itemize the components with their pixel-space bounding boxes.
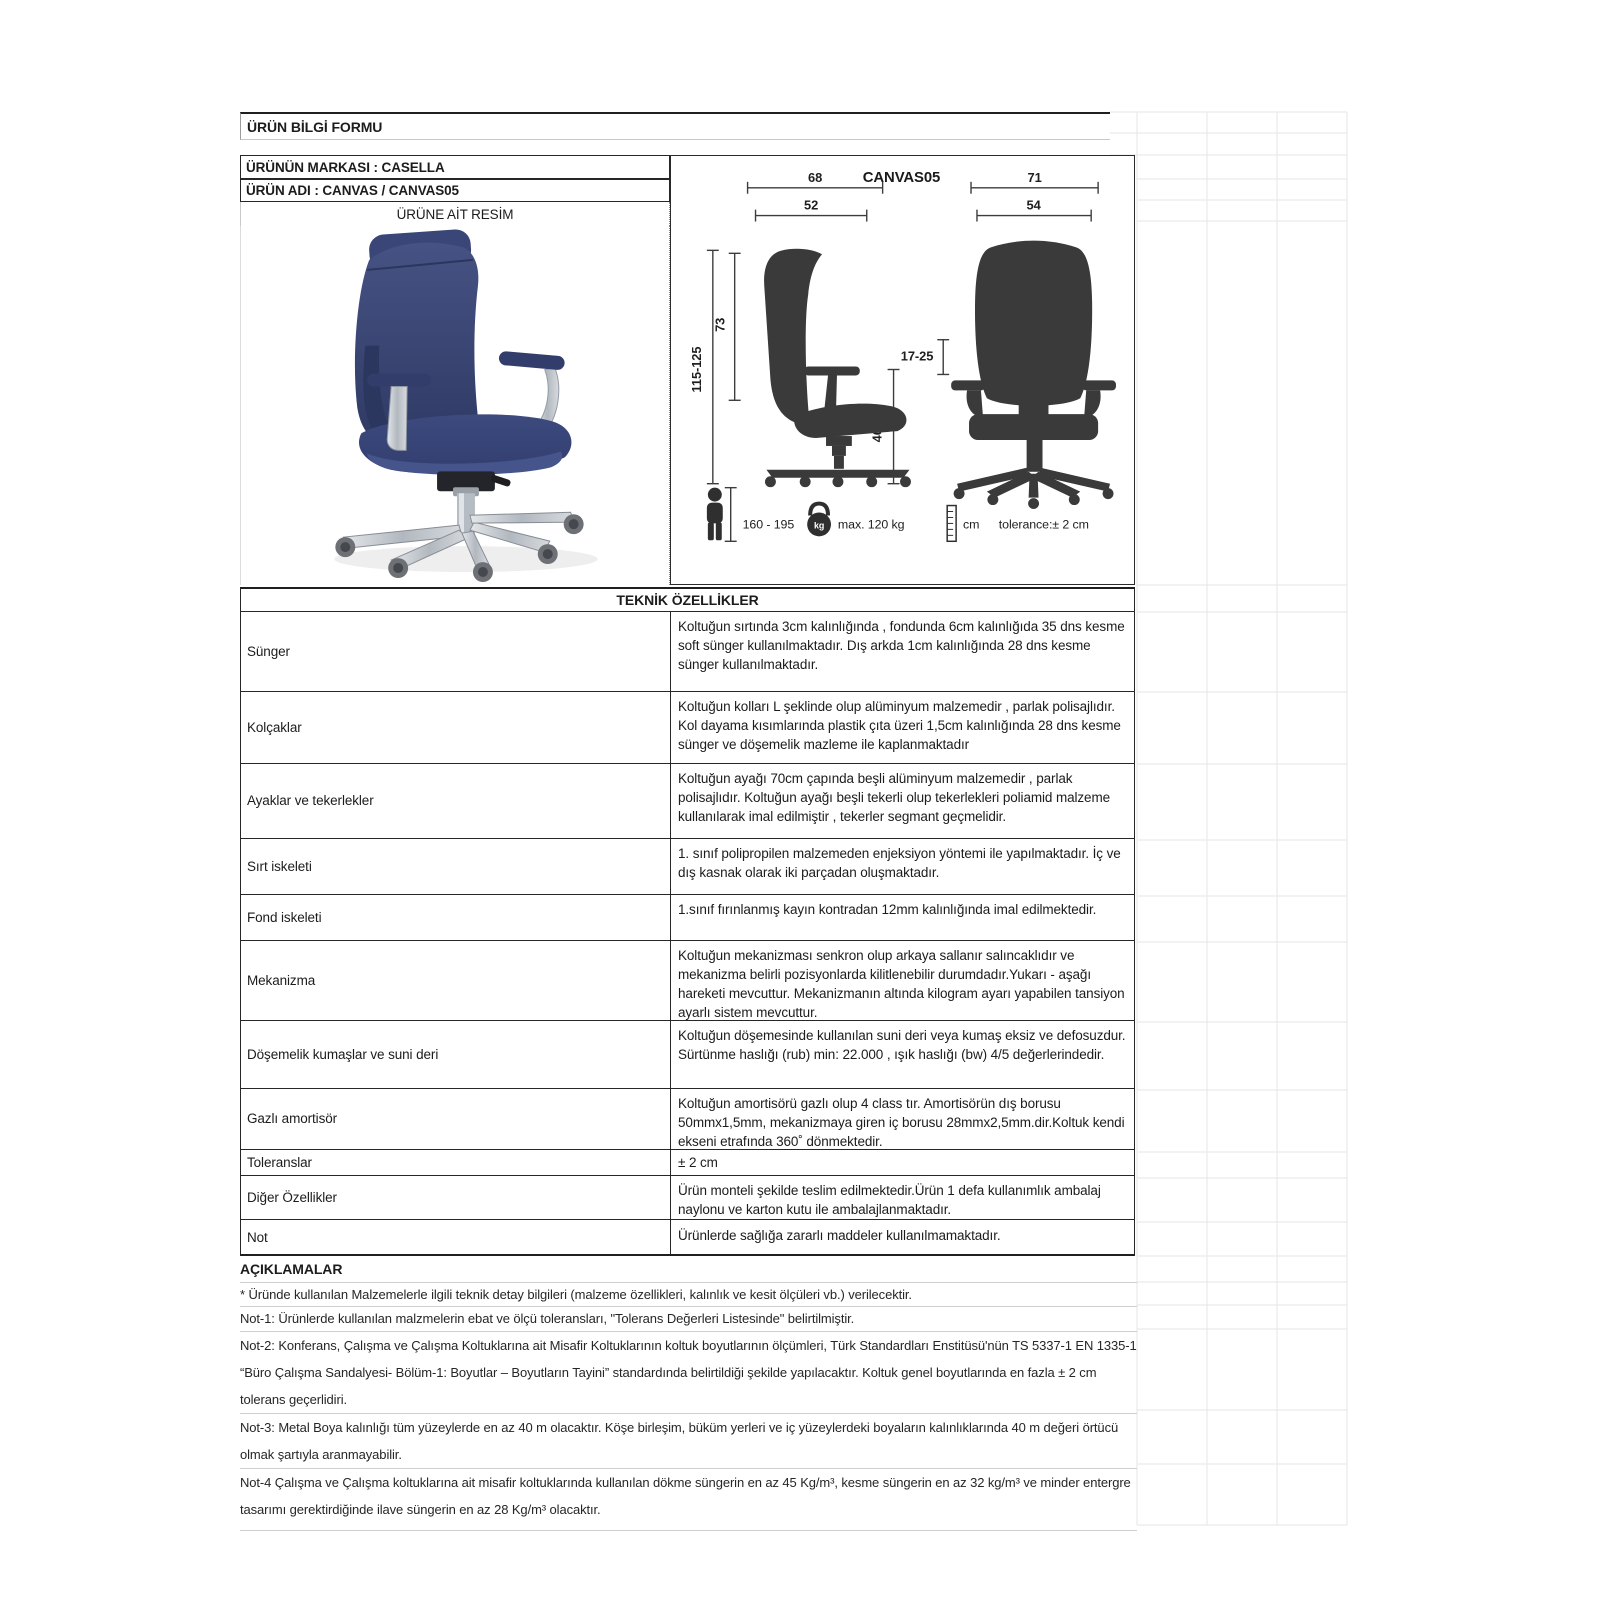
unit-label: cm bbox=[963, 517, 980, 532]
kg-badge-text: kg bbox=[813, 520, 825, 531]
left-armrest-post bbox=[387, 387, 407, 451]
table-row bbox=[241, 612, 1134, 692]
table-row bbox=[241, 1021, 1134, 1089]
specs-section-header bbox=[240, 587, 1135, 612]
dim-total-height: 115-125 bbox=[688, 346, 704, 393]
table-row bbox=[241, 895, 1134, 941]
dim-back-width-outer: 68 bbox=[808, 169, 823, 185]
spec-value: Koltuğun amortisörü gazlı olup 4 class tır. Amortisörün dış borusu 50mmx1,5mm, mekanizmaya giren iç borusu 28mmx2,5mm.dir.Koltuk kendi ekseni etrafında 360˚ dönmektedir. bbox=[678, 1095, 1125, 1149]
table-row bbox=[241, 1089, 1134, 1151]
dim-back-height: 73 bbox=[712, 317, 728, 332]
note-item: Not-4 Çalışma ve Çalışma koltuklarına ait misafir koltuklarında kullanılan dökme süngerin en az 45 Kg/m³, kesme süngerin en az 32 kg/m³ ve minder entergre tasarımı gerektirdiğinde ilave süngerin en az 28 Kg/m³ olacaktır. bbox=[240, 1469, 1137, 1531]
notes-section bbox=[240, 1256, 1137, 1531]
dim-front-width-outer: 71 bbox=[1027, 169, 1042, 185]
spec-label: Toleranslar bbox=[241, 1150, 671, 1175]
dimension-diagram bbox=[671, 156, 1133, 583]
brand-row bbox=[240, 155, 670, 179]
spec-value: Koltuğun sırtında 3cm kalınlığında , fondunda 6cm kalınlığıda 35 dns kesme soft sünger kullanılmaktadır. Dış arkda 1cm kalınlığında 28 dns kesme sünger kullanılmaktadır. bbox=[678, 619, 1125, 672]
ruler-icon bbox=[947, 506, 956, 542]
specs-section-title: TEKNİK ÖZELLİKLER bbox=[616, 592, 759, 608]
table-row bbox=[241, 941, 1134, 1021]
photo-shadow bbox=[334, 546, 597, 572]
notes-title: AÇIKLAMALAR bbox=[240, 1256, 1137, 1283]
person-height-label: 160 - 195 bbox=[742, 517, 795, 532]
product-name-text: ÜRÜN ADI : CANVAS / CANVAS05 bbox=[246, 183, 459, 198]
spec-label: Diğer Özellikler bbox=[241, 1176, 671, 1219]
spec-value: ± 2 cm bbox=[678, 1155, 718, 1171]
table-row bbox=[241, 839, 1134, 895]
spec-label: Fond iskeleti bbox=[241, 895, 671, 940]
dim-back-width-inner: 52 bbox=[804, 197, 819, 213]
product-photo-cell bbox=[240, 226, 670, 585]
note-item: Not-3: Metal Boya kalınlığı tüm yüzeylerde en az 40 m olacaktır. Köşe birleşim, büküm yerleri ve iç yüzeylerdeki boyaların kalınlıklarında 40 m değeri örtücü olmak şartıyla aranmayabilir. bbox=[240, 1414, 1137, 1469]
spec-label: Ayaklar ve tekerlekler bbox=[241, 764, 671, 839]
dim-front-width-inner: 54 bbox=[1026, 197, 1041, 213]
specs-table bbox=[240, 612, 1135, 1256]
right-armrest-pad bbox=[498, 351, 565, 371]
note-item: * Üründe kullanılan Malzemelerle ilgili teknik detay bilgileri (malzeme özellikleri, kalınlık ve kesit ölçüleri vb.) verilecektir. bbox=[240, 1283, 1137, 1307]
image-caption-text: ÜRÜNE AİT RESİM bbox=[396, 206, 514, 222]
chair-front-view bbox=[951, 241, 1116, 509]
person-icon bbox=[707, 488, 723, 541]
max-weight-label: max. 120 kg bbox=[837, 517, 905, 532]
page-title bbox=[240, 112, 1110, 140]
product-name-row bbox=[240, 179, 670, 202]
spec-label: Döşemelik kumaşlar ve suni deri bbox=[241, 1021, 671, 1088]
tolerance-label: tolerance:± 2 cm bbox=[998, 517, 1089, 532]
spec-value: Koltuğun mekanizması senkron olup arkaya sallanır salıncaklıdır ve mekanizma belirli pozisyonlarda kilitlenebilir durumdadır.Yukarı - aşağı hareketi mevcuttur. Mekanizmanın altında kilogram ayarı yapabilen tansiyon ayarlı sistem mevcuttur. bbox=[678, 947, 1125, 1020]
weight-icon bbox=[807, 504, 831, 537]
form-title-text: ÜRÜN BİLGİ FORMU bbox=[247, 118, 383, 135]
product-photo bbox=[241, 226, 671, 585]
spec-value: Ürün monteli şekilde teslim edilmektedir.Ürün 1 defa kullanımlık ambalaj naylonu ve karton kutu ile ambalajlanmaktadır. bbox=[678, 1183, 1101, 1218]
table-row bbox=[241, 764, 1134, 840]
table-row bbox=[241, 1176, 1134, 1220]
spec-value: Koltuğun kolları L şeklinde olup alüminyum malzemedir , parlak polisajlıdır. Kol dayama kısımlarında plastik çıta üzeri 1,5cm kalınlığında 28 dns kesme sünger ve döşemelik mazleme ile kaplanmaktadır bbox=[678, 698, 1121, 752]
spec-label: Sırt iskeleti bbox=[241, 839, 671, 894]
note-item: Not-1: Ürünlerde kullanılan malzmelerin ebat ve ölçü toleransları, "Tolerans Değerleri Listesinde" belirtilmiştir. bbox=[240, 1307, 1137, 1332]
left-armrest-pad bbox=[367, 374, 431, 387]
spec-value: Koltuğun ayağı 70cm çapında beşli alüminyum malzemedir , parlak polisajlıdır. Koltuğun ayağı beşli tekerli olup tekerlekleri poliamid malzeme kullanılarak imal edilmiştir , tekerler segmant geçmelidir. bbox=[678, 770, 1111, 824]
spec-label: Not bbox=[241, 1220, 671, 1254]
chair-side-view bbox=[764, 249, 911, 487]
spec-value: 1. sınıf polipropilen malzemeden enjeksiyon yöntemi ile yapılmaktadır. İç ve dış kasnak olarak iki parçadan oluşmaktadır. bbox=[678, 846, 1121, 881]
dimension-diagram-cell bbox=[670, 155, 1135, 585]
table-row bbox=[241, 1220, 1134, 1254]
spec-value: Ürünlerde sağlığa zararlı maddeler kullanılmamaktadır. bbox=[678, 1228, 1001, 1244]
table-row bbox=[241, 1150, 1134, 1176]
spec-label: Gazlı amortisör bbox=[241, 1089, 671, 1150]
spec-value: 1.sınıf fırınlanmış kayın kontradan 12mm kalınlığında imal edilmektedir. bbox=[678, 902, 1097, 918]
brand-text: ÜRÜNÜN MARKASI : CASELLA bbox=[246, 159, 445, 175]
spec-value: Koltuğun döşemesinde kullanılan suni deri veya kumaş eksiz ve defosuzdur. Sürtünme haslığı (rub) min: 22.000 , ışık haslığı (bw) 4/5 değerlerindedir. bbox=[678, 1027, 1126, 1062]
note-item: Not-2: Konferans, Çalışma ve Çalışma Koltuklarına ait Misafir Koltuklarının koltuk boyutlarının ölçümleri, Türk Standardları Enstitüsü'nün TS 5337-1 EN 1335-1 “Büro Çalışma Sandalyesi- Bölüm-1: Boyutlar – Boyutların Tayini” standardında belirtildiği şekilde yapılacaktır. Koltuk genel boyutlarında en fazla ± 2 cm tolerans geçerlidiri. bbox=[240, 1332, 1137, 1414]
spec-label: Mekanizma bbox=[241, 941, 671, 1020]
model-name: CANVAS05 bbox=[862, 169, 941, 186]
dim-arm-height: 17-25 bbox=[900, 348, 934, 364]
image-caption-row bbox=[240, 202, 670, 226]
spec-label: Sünger bbox=[241, 612, 671, 691]
spec-label: Kolçaklar bbox=[241, 692, 671, 763]
table-row bbox=[241, 692, 1134, 764]
